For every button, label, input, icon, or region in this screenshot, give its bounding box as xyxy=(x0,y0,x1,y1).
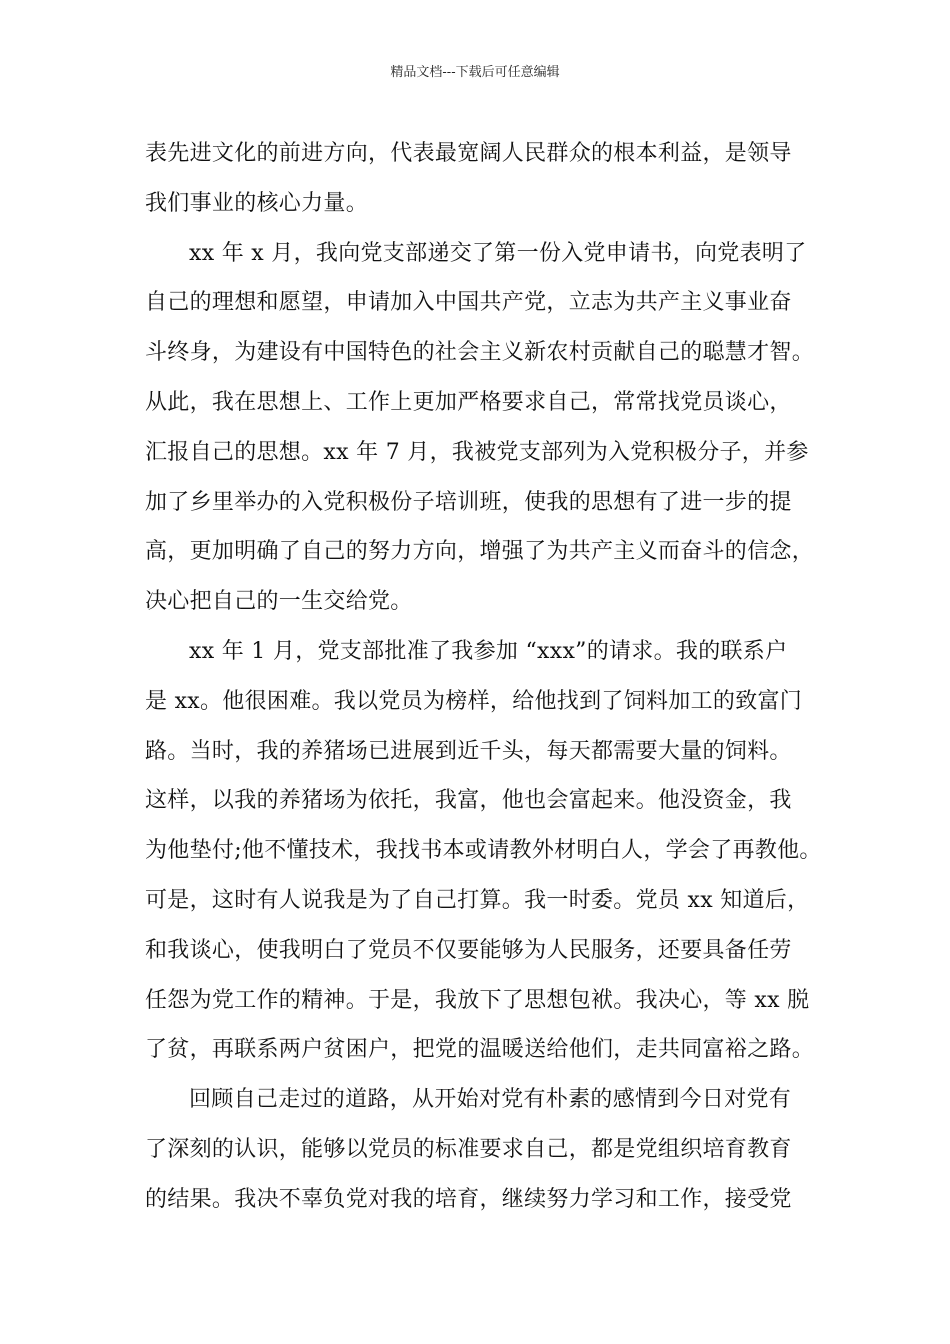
paragraph-start-line: 回顾自己走过的道路，从开始对党有朴素的感情到今日对党有 xyxy=(189,1087,792,1113)
text-line: 可是，这时有人说我是为了自己打算。我一时委。党员 xx 知道后， xyxy=(145,887,810,913)
text-line: 为他垫付;他不懂技术，我找书本或请教外材明白人，学会了再教他。 xyxy=(145,838,822,864)
text-line: 自己的理想和愿望，申请加入中国共产党，立志为共产主义事业奋 xyxy=(145,290,792,316)
page-header: 精品文档---下载后可任意编辑 xyxy=(390,65,560,80)
text-line: 斗终身，为建设有中国特色的社会主义新农村贡献自己的聪慧才智。 xyxy=(145,340,815,366)
paragraph-start-line: xx 年 x 月，我向党支部递交了第一份入党申请书，向党表明了 xyxy=(189,240,807,266)
text-line: 任怨为党工作的精神。于是，我放下了思想包袱。我决心，等 xx 脱 xyxy=(145,987,810,1013)
paragraph-start-line: xx 年 1 月，党支部批准了我参加 “xxx”的请求。我的联系户 xyxy=(189,638,788,664)
text-line: 表先进文化的前进方向，代表最宽阔人民群众的根本利益，是领导 xyxy=(145,141,792,166)
text-line: 和我谈心，使我明白了党员不仅要能够为人民服务，还要具备任劳 xyxy=(145,937,792,963)
text-line: 高，更加明确了自己的努力方向，增强了为共产主义而奋斗的信念， xyxy=(145,539,815,565)
text-line: 了深刻的认识，能够以党员的标准要求自己，都是党组织培育教育 xyxy=(145,1136,792,1162)
text-line: 我们事业的核心力量。 xyxy=(145,190,369,216)
text-line: 汇报自己的思想。xx 年 7 月，我被党支部列为入党积极分子，并参 xyxy=(145,439,809,465)
text-line: 了贫，再联系两户贫困户，把党的温暖送给他们，走共同富裕之路。 xyxy=(145,1037,815,1063)
document-body xyxy=(145,129,825,1225)
text-line: 加了乡里举办的入党积极份子培训班，使我的思想有了进一步的提 xyxy=(145,489,792,515)
text-line: 是 xx。他很困难。我以党员为榜样，给他找到了饲料加工的致富门 xyxy=(145,688,803,714)
text-line: 这样，以我的养猪场为依托，我富，他也会富起来。他没资金，我 xyxy=(145,788,792,814)
text-line: 路。当时，我的养猪场已进展到近千头，每天都需要大量的饲料。 xyxy=(145,738,792,764)
text-line: 从此，我在思想上、工作上更加严格要求自己，常常找党员谈心， xyxy=(145,389,792,415)
text-line: 决心把自己的一生交给党。 xyxy=(145,589,413,615)
text-line: 的结果。我决不辜负党对我的培育，继续努力学习和工作，接受党 xyxy=(145,1186,792,1212)
